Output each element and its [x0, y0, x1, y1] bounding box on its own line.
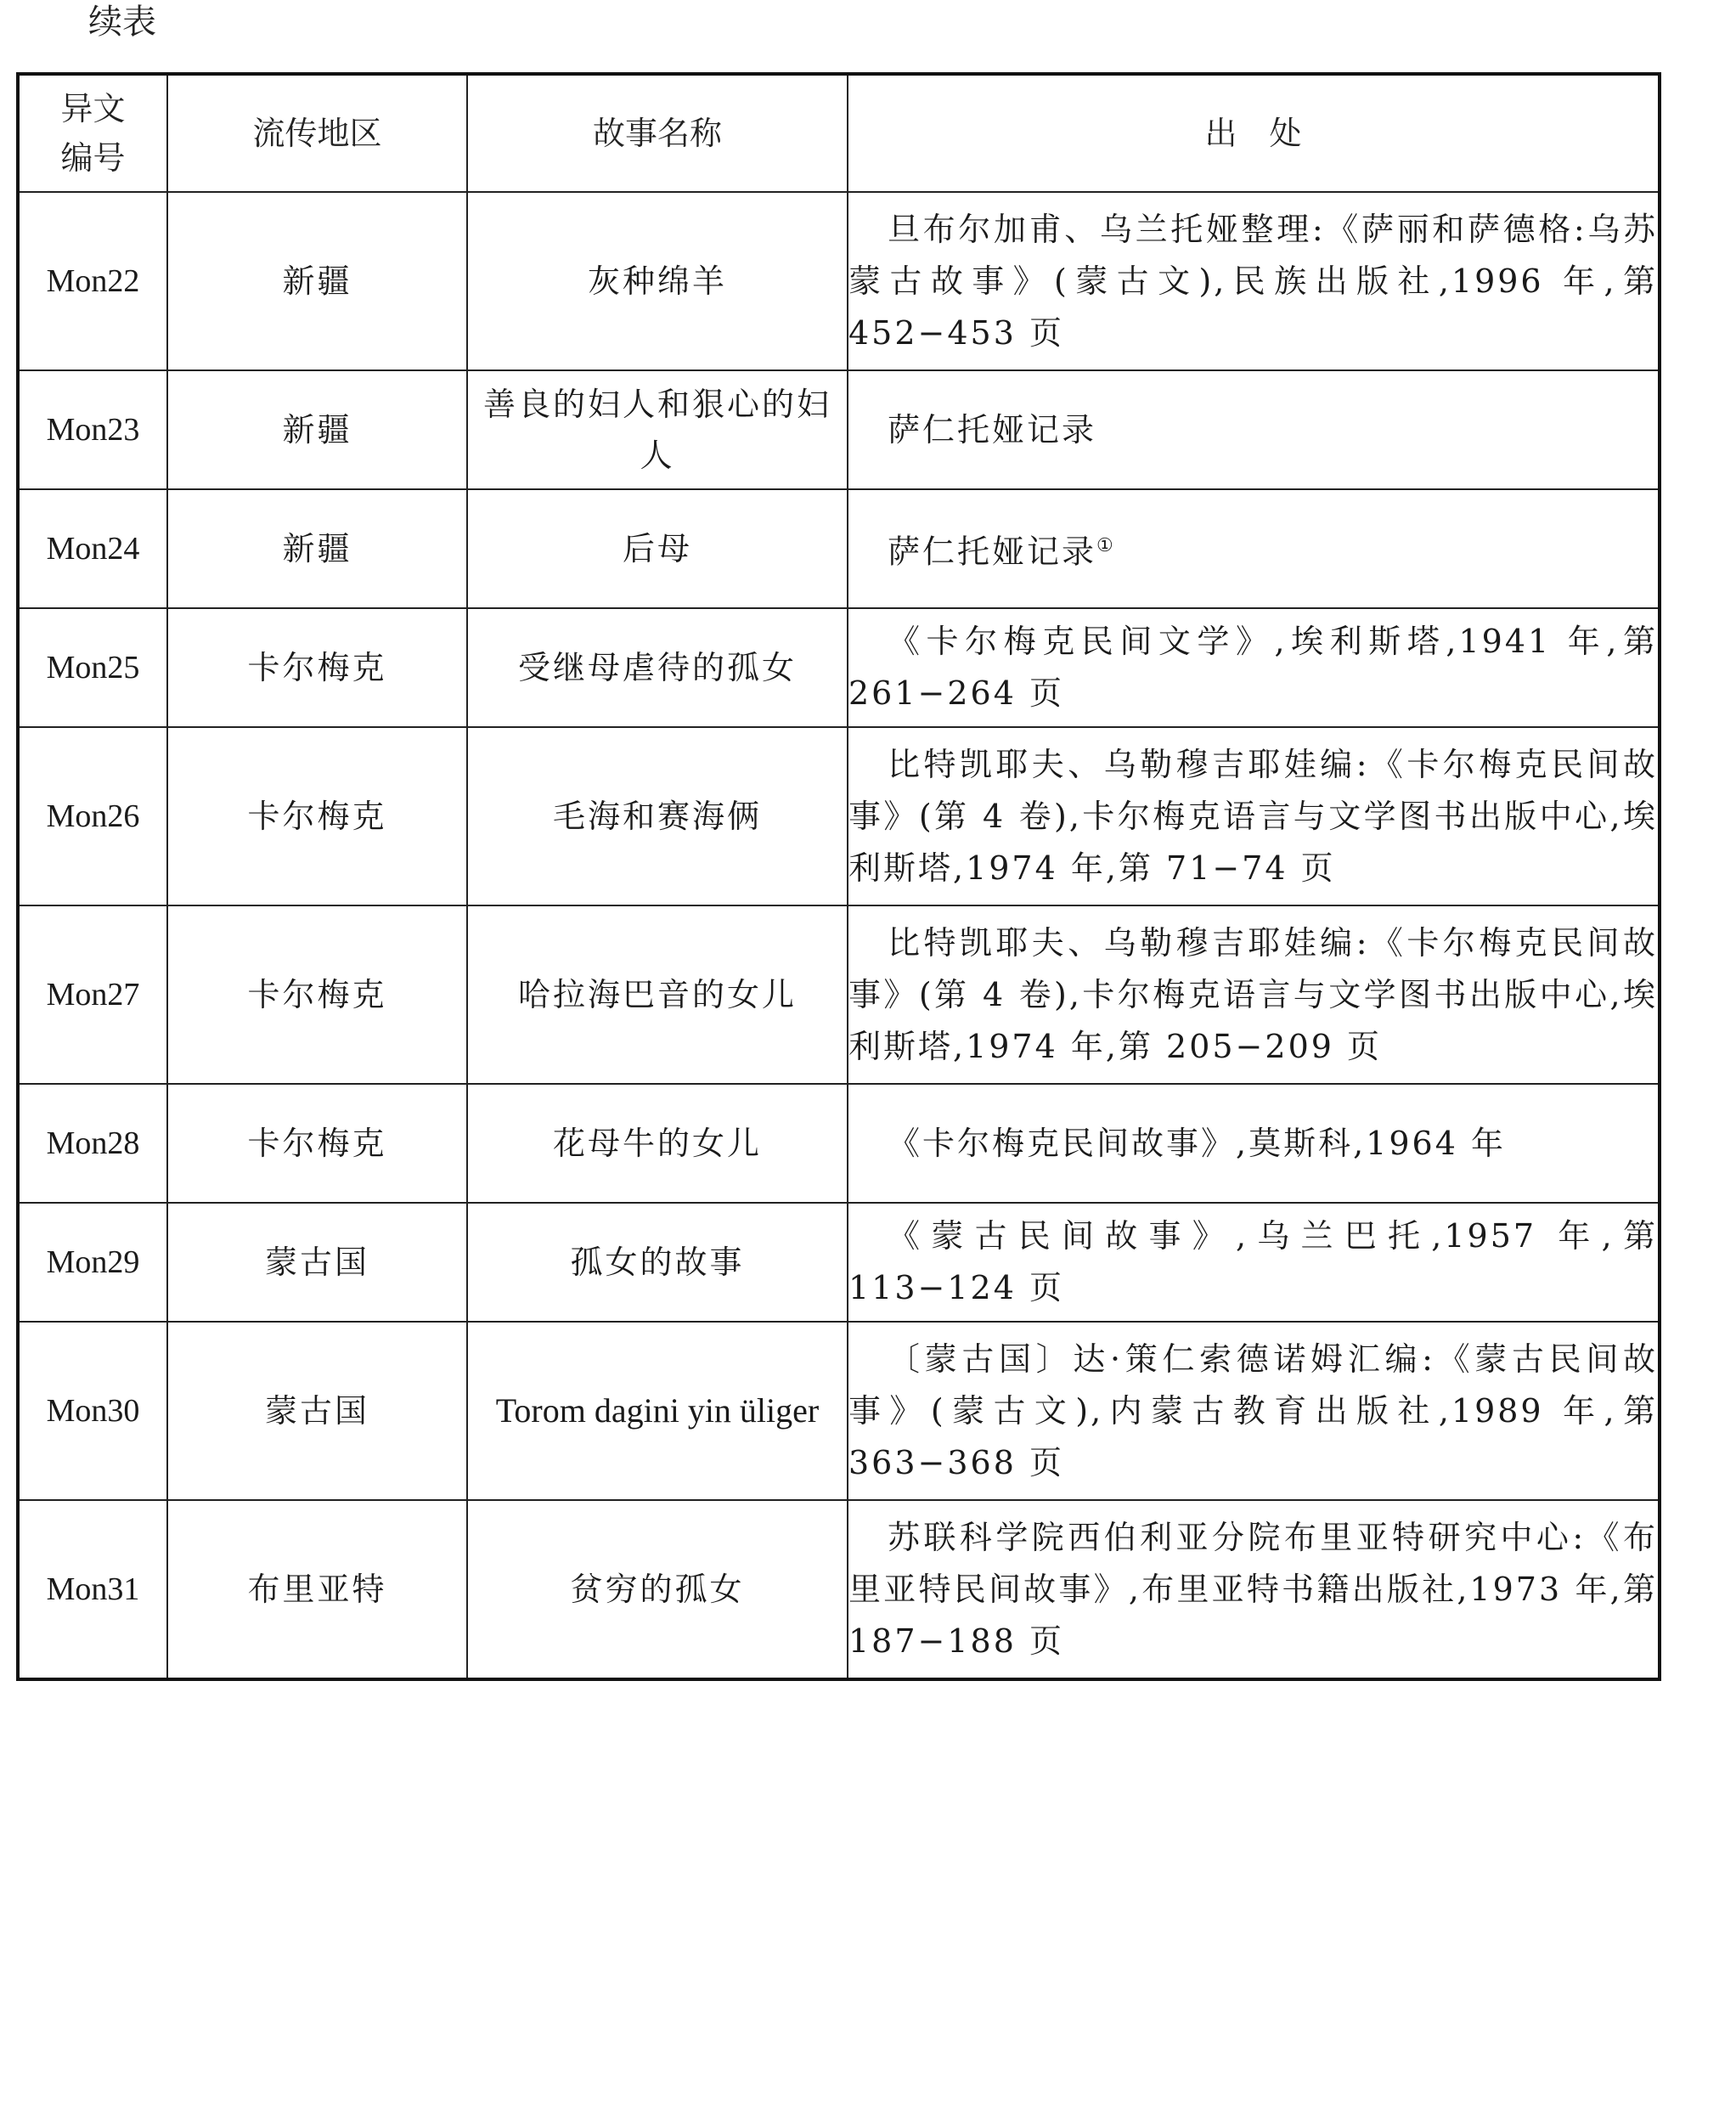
source: 萨仁托娅记录 — [848, 370, 1660, 489]
variant-id: Mon24 — [18, 489, 167, 608]
variant-id: Mon25 — [18, 608, 167, 727]
variant-id: Mon22 — [18, 192, 167, 370]
story-title: 贫穷的孤女 — [467, 1500, 848, 1679]
region: 蒙古国 — [167, 1203, 467, 1322]
table-row — [18, 905, 1660, 1084]
table-row — [18, 370, 1660, 489]
source: 《蒙古民间故事》,乌兰巴托,1957 年,第 113−124 页 — [848, 1203, 1660, 1322]
story-title: 孤女的故事 — [467, 1203, 848, 1322]
region: 卡尔梅克 — [167, 727, 467, 905]
table-row — [18, 192, 1660, 370]
region: 新疆 — [167, 192, 467, 370]
source: 旦布尔加甫、乌兰托娅整理:《萨丽和萨德格:乌苏蒙古故事》(蒙古文),民族出版社,1996 年,第 452−453 页 — [848, 192, 1660, 370]
region: 蒙古国 — [167, 1322, 467, 1500]
header-story-title: 故事名称 — [467, 74, 848, 192]
table-row — [18, 608, 1660, 727]
variant-id: Mon27 — [18, 905, 167, 1084]
variant-id: Mon31 — [18, 1500, 167, 1679]
story-title: Torom dagini yin üliger — [467, 1322, 848, 1500]
source: 《卡尔梅克民间故事》,莫斯科,1964 年 — [848, 1084, 1660, 1203]
source: 《卡尔梅克民间文学》,埃利斯塔,1941 年,第 261−264 页 — [848, 608, 1660, 727]
header-source: 出 处 — [848, 74, 1660, 192]
region: 卡尔梅克 — [167, 905, 467, 1084]
variant-id: Mon26 — [18, 727, 167, 905]
variant-id: Mon30 — [18, 1322, 167, 1500]
table-row — [18, 1084, 1660, 1203]
source-text: 萨仁托娅记录 — [888, 533, 1097, 571]
variant-id: Mon28 — [18, 1084, 167, 1203]
source: 比特凯耶夫、乌勒穆吉耶娃编:《卡尔梅克民间故事》(第 4 卷),卡尔梅克语言与文学图书出版中心,埃利斯塔,1974 年,第 205−209 页 — [848, 905, 1660, 1084]
header-variant-id: 异文 编号 — [18, 74, 167, 192]
story-title: 善良的妇人和狠心的妇人 — [467, 370, 848, 489]
variant-id: Mon23 — [18, 370, 167, 489]
table-row — [18, 1203, 1660, 1322]
story-title: 毛海和赛海俩 — [467, 727, 848, 905]
story-title: 受继母虐待的孤女 — [467, 608, 848, 727]
table-row — [18, 727, 1660, 905]
footnote-marker: ① — [1096, 534, 1113, 556]
table-row — [18, 1500, 1660, 1679]
variant-id: Mon29 — [18, 1203, 167, 1322]
region: 新疆 — [167, 489, 467, 608]
source — [848, 489, 1660, 608]
story-title: 花母牛的女儿 — [467, 1084, 848, 1203]
source: 苏联科学院西伯利亚分院布里亚特研究中心:《布里亚特民间故事》,布里亚特书籍出版社,1973 年,第 187−188 页 — [848, 1500, 1660, 1679]
story-title: 哈拉海巴音的女儿 — [467, 905, 848, 1084]
story-title: 灰种绵羊 — [467, 192, 848, 370]
table-header-row — [18, 74, 1660, 192]
table-row — [18, 489, 1660, 608]
story-title: 后母 — [467, 489, 848, 608]
region: 卡尔梅克 — [167, 1084, 467, 1203]
source: 〔蒙古国〕达·策仁索德诺姆汇编:《蒙古民间故事》(蒙古文),内蒙古教育出版社,1989 年,第 363−368 页 — [848, 1322, 1660, 1500]
source: 比特凯耶夫、乌勒穆吉耶娃编:《卡尔梅克民间故事》(第 4 卷),卡尔梅克语言与文学图书出版中心,埃利斯塔,1974 年,第 71−74 页 — [848, 727, 1660, 905]
variants-table — [16, 72, 1661, 1681]
header-region: 流传地区 — [167, 74, 467, 192]
region: 布里亚特 — [167, 1500, 467, 1679]
region: 新疆 — [167, 370, 467, 489]
region: 卡尔梅克 — [167, 608, 467, 727]
page-heading: 续表 — [88, 3, 156, 42]
table-row — [18, 1322, 1660, 1500]
